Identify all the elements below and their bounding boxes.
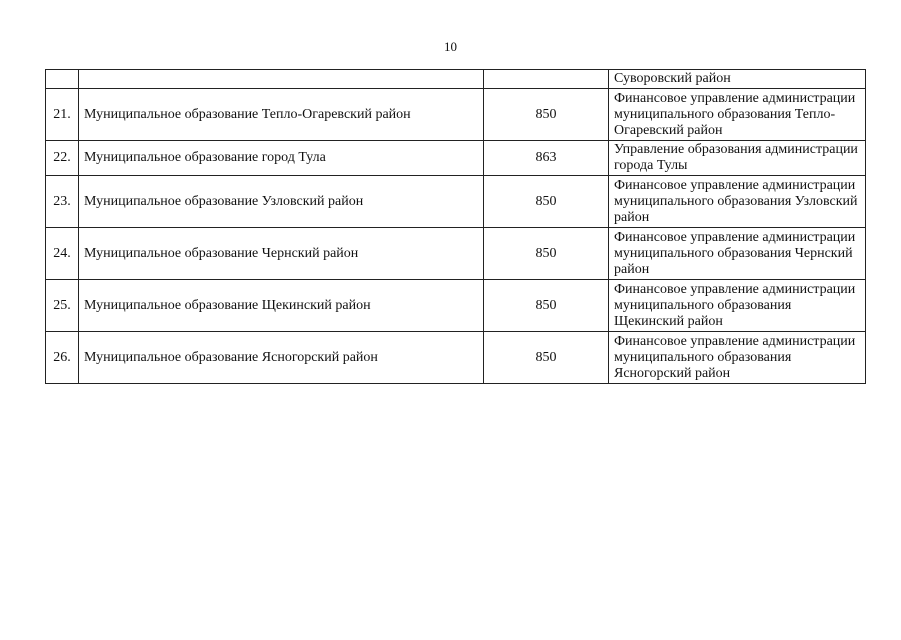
table-row xyxy=(46,228,866,280)
row-number-cell: 26. xyxy=(46,332,79,384)
municipality-cell xyxy=(79,70,484,89)
municipality-cell: Муниципальное образование Ясногорский район xyxy=(79,332,484,384)
budget-code-cell: 850 xyxy=(484,228,609,280)
budget-code-cell xyxy=(484,70,609,89)
row-number-cell: 22. xyxy=(46,141,79,176)
municipality-cell: Муниципальное образование Щекинский район xyxy=(79,280,484,332)
row-number-cell: 23. xyxy=(46,176,79,228)
municipality-cell: Муниципальное образование город Тула xyxy=(79,141,484,176)
administrator-cell: Финансовое управление администрации муниципального образования Щекинский район xyxy=(609,280,866,332)
budget-code-cell: 863 xyxy=(484,141,609,176)
administrator-cell: Финансовое управление администрации муниципального образования Узловский район xyxy=(609,176,866,228)
administrator-cell: Суворовский район xyxy=(609,70,866,89)
row-number-cell: 24. xyxy=(46,228,79,280)
administrator-cell: Финансовое управление администрации муниципального образования Тепло-Огаревский район xyxy=(609,89,866,141)
table-row xyxy=(46,89,866,141)
allocation-table xyxy=(45,69,866,384)
table-row-continuation xyxy=(46,70,866,89)
budget-code-cell: 850 xyxy=(484,89,609,141)
table-row xyxy=(46,141,866,176)
budget-code-cell: 850 xyxy=(484,332,609,384)
table-row xyxy=(46,280,866,332)
table-row xyxy=(46,176,866,228)
budget-code-cell: 850 xyxy=(484,280,609,332)
administrator-cell: Финансовое управление администрации муниципального образования Ясногорский район xyxy=(609,332,866,384)
administrator-cell: Финансовое управление администрации муниципального образования Чернский район xyxy=(609,228,866,280)
municipality-cell: Муниципальное образование Тепло-Огаревский район xyxy=(79,89,484,141)
municipality-cell: Муниципальное образование Чернский район xyxy=(79,228,484,280)
table-row xyxy=(46,332,866,384)
budget-code-cell: 850 xyxy=(484,176,609,228)
municipality-cell: Муниципальное образование Узловский район xyxy=(79,176,484,228)
administrator-cell: Управление образования администрации города Тулы xyxy=(609,141,866,176)
page-number: 10 xyxy=(444,39,457,54)
row-number-cell xyxy=(46,70,79,89)
row-number-cell: 25. xyxy=(46,280,79,332)
row-number-cell: 21. xyxy=(46,89,79,141)
